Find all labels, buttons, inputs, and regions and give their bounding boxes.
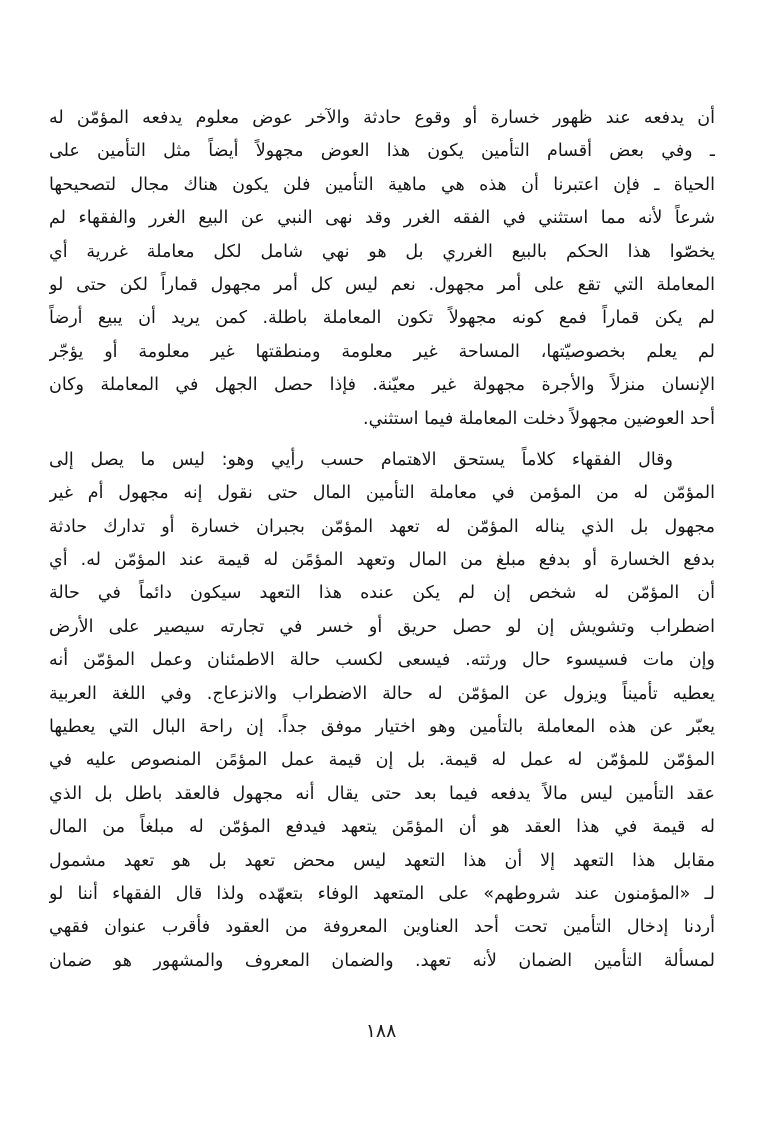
text-line: عقد التأمين ليس مالاً يدفعه فيما بعد حتى يقال أنه مجهول فالعقد باطل بل الذي: [49, 783, 715, 804]
text-line: يعبّر عن هذه المعاملة بالتأمين وهو اختيار موفق جداً. إن راحة البال التي يعطيها: [49, 717, 715, 738]
text-line: لم يعلم بخصوصيّتها، المساحة غير معلومة ومنطقتها غير معلومة أو يؤجّر: [49, 341, 715, 362]
text-line: أن المؤمّن له شخص إن لم يكن عنده هذا التعهد سيكون دائماً في حالة: [49, 583, 715, 604]
text-line: مجهول بل الذي يناله المؤمّن له تعهد المؤمّن بجبران خسارة أو تدارك حادثة: [49, 516, 715, 537]
paragraph-2: [49, 444, 715, 978]
text-line: مقابل هذا التعهد إلا أن هذا التعهد ليس محض تعهد بل هو تعهد مشمول: [49, 850, 715, 871]
text-line: المؤمّن للمؤمّن له عمل له قيمة. بل إن قيمة عمل المؤمًن المنصوص عليه في: [49, 750, 715, 771]
text-line: له قيمة في هذا العقد هو أن المؤمًن يتعهد فيدفع المؤمّن له مبلغاً من المال: [49, 817, 715, 838]
text-line: المؤمّن له من المؤمن في معاملة التأمين المال حتى نقول إنه مجهول أم غير: [49, 483, 715, 504]
text-line: يعطيه تأميناً ويزول عن المؤمّن له حالة الاضطراب والانزعاج. وفي اللغة العربية: [49, 683, 715, 704]
text-line: وإن مات فسيسوء حال ورثته. فيسعى لكسب حالة الاطمئنان وعمل المؤمّن أنه: [49, 650, 715, 671]
text-line: شرعاً لأنه مما استثني في الفقه الغرر وقد نهى النبي عن البيع الغرر والفقهاء لم: [49, 208, 715, 229]
text-line: لمسألة التأمين الضمان لأنه تعهد. والضمان المعروف والمشهور هو ضمان: [49, 950, 715, 971]
text-line: لم يكن قماراً فمع كونه مجهولاً تكون المعاملة باطلة. كمن يريد أن يبيع أرضاً: [49, 308, 715, 329]
page-number: ١٨٨: [365, 1020, 397, 1042]
text-line: يخصّوا هذا الحكم بالبيع الغرري بل هو نهي شامل لكل معاملة غررية أي: [49, 241, 715, 262]
text-line: بدفع الخسارة أو بدفع مبلغ من المال وتعهد المؤمًن له قيمة عند المؤمّن له. أي: [49, 550, 715, 571]
text-line: الحياة ـ فإن اعتبرنا أن هذه هي ماهية التأمين فلن يكون هناك مجال لتصحيحها: [49, 174, 715, 195]
text-line: أحد العوضين مجهولاً دخلت المعاملة فيما استثني.: [363, 408, 715, 429]
paragraph-1: [49, 102, 715, 436]
text-line: المعاملة التي تقع على أمر مجهول. نعم ليس كل أمر مجهول قماراً لكن حتى لو: [49, 274, 715, 295]
text-line: أن يدفعه عند ظهور خسارة أو وقوع حادثة والآخر عوض معلوم يدفعه المؤمّن له: [49, 108, 715, 128]
text-line: اضطراب وتشويش إن لو حصل حريق أو خسر في تجارته سيصير على الأرض: [49, 616, 715, 637]
text-line: وقال الفقهاء كلاماً يستحق الاهتمام حسب رأيي وهو: ليس ما يصل إلى: [49, 449, 673, 470]
text-line: أردنا إدخال التأمين تحت أحد العناوين المعروفة من العقود فأقرب عنوان فقهي: [49, 917, 715, 938]
body-text: [49, 102, 715, 978]
text-line: ـ وفي بعض أقسام التأمين يكون هذا العوض مجهولاً أيضاً مثل التأمين على: [49, 141, 715, 162]
text-line: الإنسان منزلاً والأجرة مجهولة غير معيّنة. فإذا حصل الجهل في المعاملة وكان: [49, 375, 715, 396]
text-line: لـ «المؤمنون عند شروطهم» على المتعهد الوفاء بتعهّده ولذا قال الفقهاء أننا لو: [49, 883, 715, 904]
